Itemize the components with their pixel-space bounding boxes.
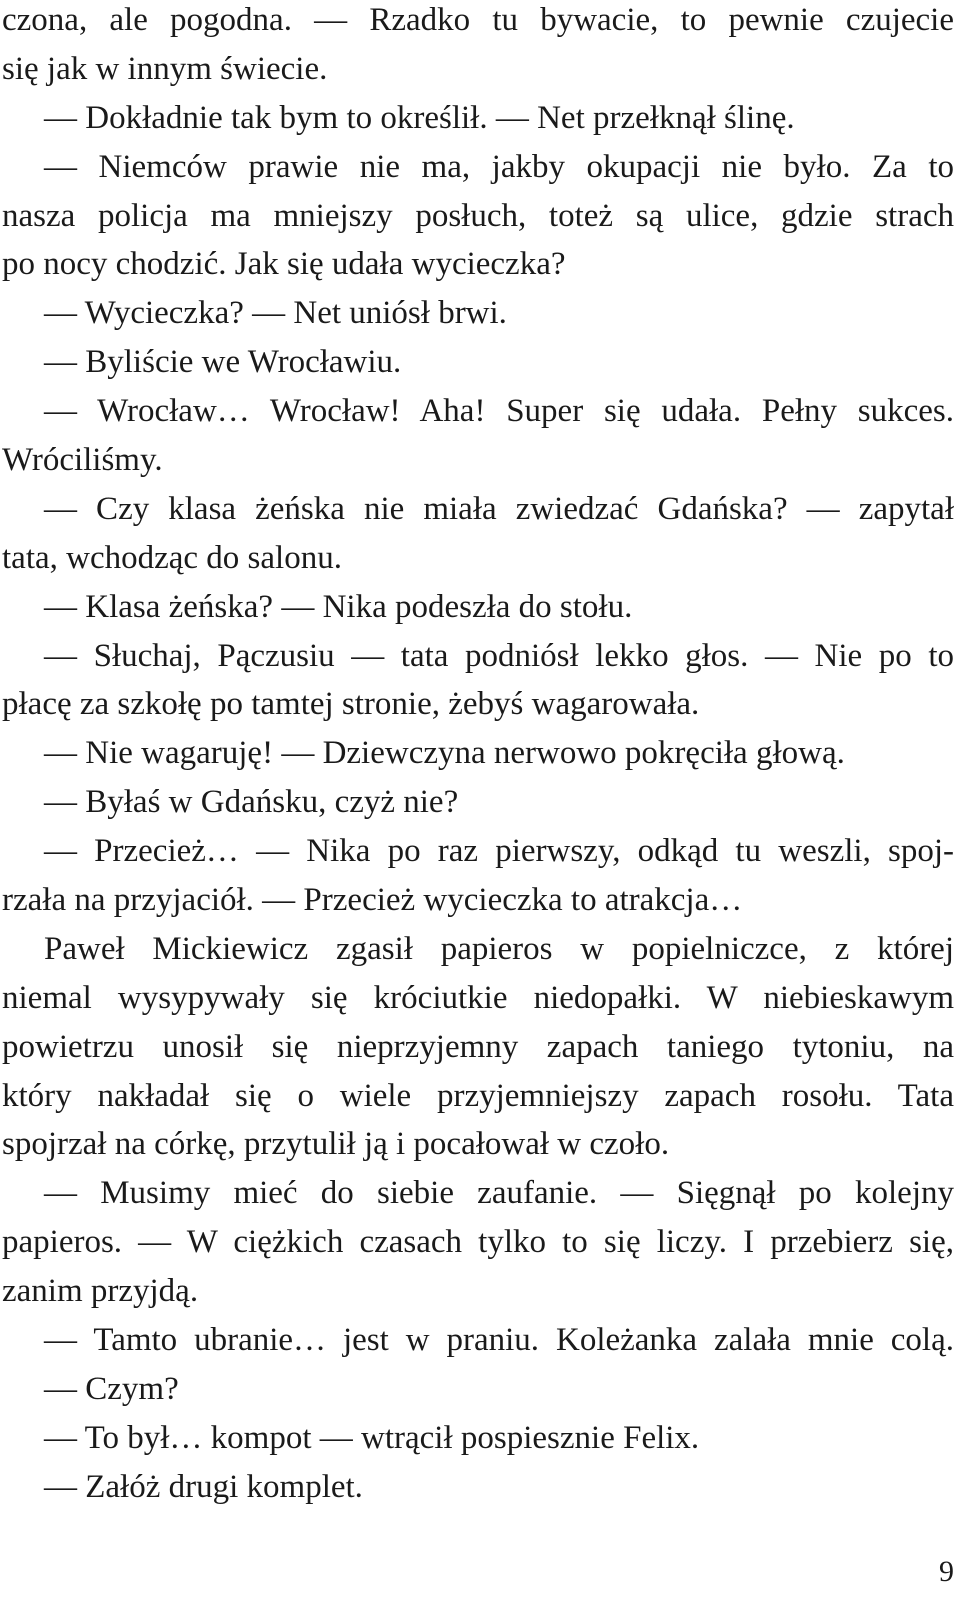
body-text — [2, 0, 954, 1512]
text-line: — Tamto ubranie… jest w praniu. Koleżanka zalała mnie colą. — [44, 1322, 954, 1359]
text-line: się jak w innym świecie. — [2, 50, 328, 87]
text-line: który nakładał się o wiele przyjemniejszy zapach rosołu. Tata — [2, 1077, 954, 1114]
text-line: tata, wchodząc do salonu. — [2, 539, 342, 576]
text-line: Paweł Mickiewicz zgasił papieros w popielniczce, z której — [44, 930, 954, 967]
text-line: — Nie wagaruję! — Dziewczyna nerwowo pokręciła głową. — [44, 735, 845, 772]
text-line: — Przecież… — Nika po raz pierwszy, odkąd tu weszli, spoj- — [44, 833, 954, 870]
text-line: — Słuchaj, Pączusiu — tata podniósł lekko głos. — Nie po to — [44, 637, 954, 674]
text-line: — Czym? — [44, 1370, 179, 1407]
text-line: — Czy klasa żeńska nie miała zwiedzać Gdańska? — zapytał — [44, 490, 954, 527]
text-line: nasza policja ma mniejszy posłuch, toteż są ulice, gdzie strach — [2, 197, 954, 234]
text-line: zanim przyjdą. — [2, 1273, 199, 1310]
text-line: rzała na przyjaciół. — Przecież wycieczka to atrakcja… — [2, 882, 743, 919]
text-line: — Wrocław… Wrocław! Aha! Super się udała. Pełny sukces. — [44, 393, 954, 430]
text-line: — Musimy mieć do siebie zaufanie. — Sięgnął po kolejny — [44, 1175, 954, 1212]
text-line: — Klasa żeńska? — Nika podeszła do stołu. — [44, 588, 633, 625]
text-line: — Dokładnie tak bym to określił. — Net przełknął ślinę. — [44, 99, 795, 136]
text-line: — Wycieczka? — Net uniósł brwi. — [44, 295, 507, 332]
text-line: — Byliście we Wrocławiu. — [44, 344, 402, 381]
text-line: czona, ale pogodna. — Rzadko tu bywacie, to pewnie czujecie — [2, 2, 954, 38]
page-number: 9 — [939, 1555, 954, 1588]
text-line: papieros. — W ciężkich czasach tylko to się liczy. I przebierz się, — [2, 1224, 954, 1261]
text-line: — Niemców prawie nie ma, jakby okupacji nie było. Za to — [44, 148, 954, 185]
text-line: Wróciliśmy. — [2, 442, 163, 479]
text-line: niemal wysypywały się króciutkie niedopałki. W niebieskawym — [2, 979, 954, 1016]
text-line: — Załóż drugi komplet. — [44, 1468, 363, 1505]
text-line: po nocy chodzić. Jak się udała wycieczka? — [2, 246, 566, 283]
text-line: — To był… kompot — wtrącił pospiesznie Felix. — [44, 1419, 700, 1456]
text-line: powietrzu unosił się nieprzyjemny zapach taniego tytoniu, na — [2, 1028, 954, 1065]
text-line: płacę za szkołę po tamtej stronie, żebyś wagarowała. — [2, 686, 700, 723]
text-line: spojrzał na córkę, przytulił ją i pocałował w czoło. — [2, 1126, 670, 1163]
text-line: — Byłaś w Gdańsku, czyż nie? — [44, 784, 459, 821]
